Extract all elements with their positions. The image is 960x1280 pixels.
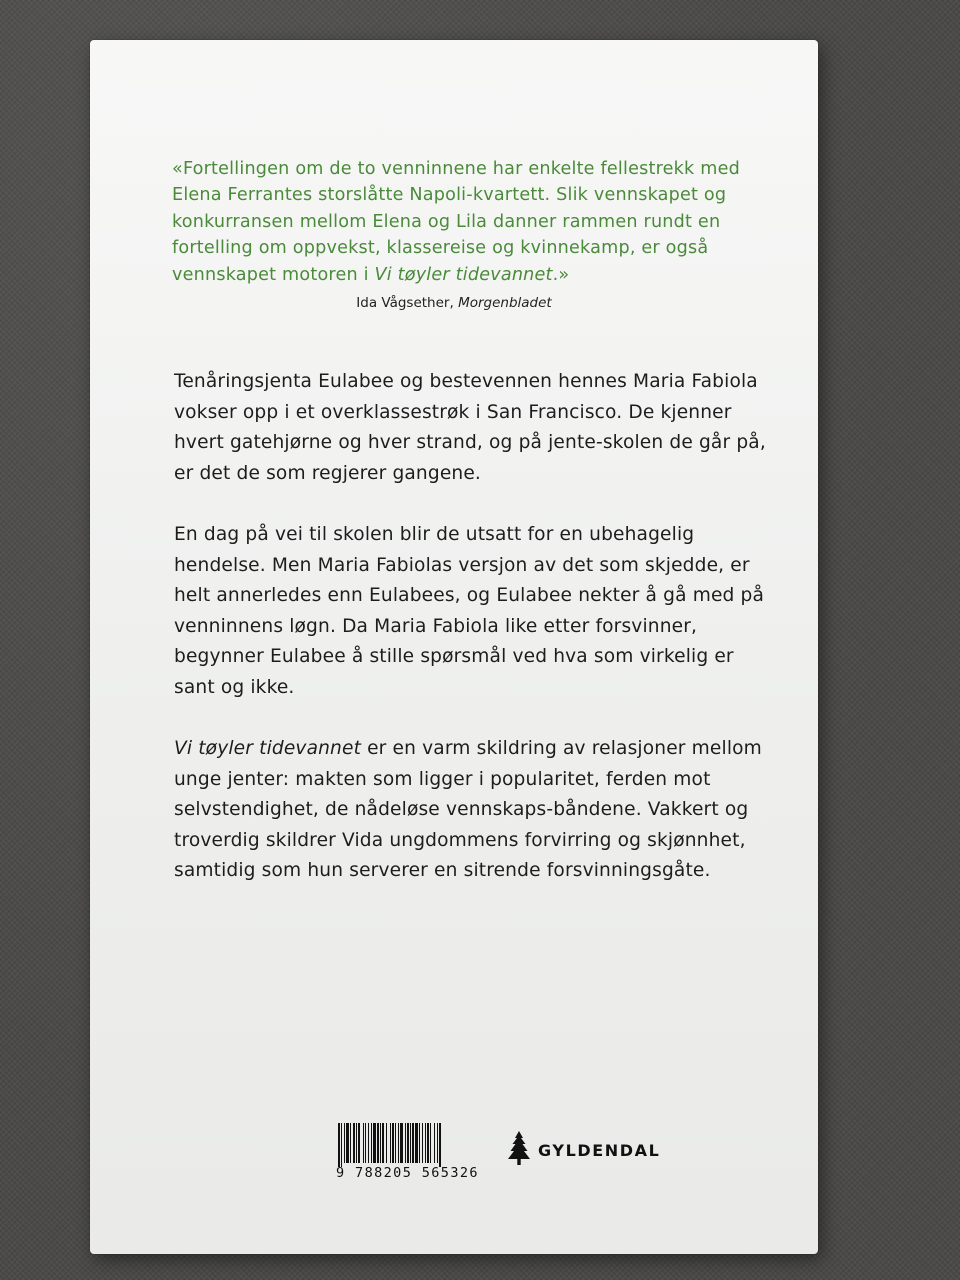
blurb (174, 367, 774, 918)
blurb-paragraph-1: Tenåringsjenta Eulabee og bestevennen hennes Maria Fabiola vokser opp i et overklassestrøk i San Francisco. De kjenner hvert gatehjørne og hver strand, og på jente-skolen de går på, er det de som regjerer gangene. (174, 371, 766, 484)
review-attribution (90, 294, 818, 312)
blurb-book-title: Vi tøyler tidevannet (174, 738, 362, 759)
review-quote-book-title: Vi tøyler tidevannet (374, 264, 553, 285)
review-critic-name: Ida Vågsether, (356, 295, 459, 311)
review-quote-end: .» (552, 264, 570, 285)
review-publication: Morgenbladet (458, 295, 552, 311)
review-quote (172, 156, 762, 288)
publisher-name: GYLDENDAL (538, 1140, 661, 1160)
review-quote-main: «Fortellingen om de to venninnene har enkelte fellestrekk med Elena Ferrantes storslåtte Napoli-kvartett. Slik vennskapet og konkurransen mellom Elena og Lila danner rammen rundt en fortelling om oppvekst, klassereise og kvinnekamp, er også vennskapet motoren i (172, 159, 740, 285)
barcode-bars (336, 1123, 486, 1167)
blurb-paragraph-3-text: er en varm skildring av relasjoner mellom unge jenter: makten som ligger i popularitet, ferden mot selvstendighet, de nådeløse vennskaps-båndene. Vakkert og troverdig skildrer Vida ungdommens forvirring og skjønnhet, samtidig som hun serverer en sitrende forsvinningsgåte. (174, 738, 762, 881)
publisher-logo (508, 1131, 660, 1169)
fir-tree-icon (508, 1131, 530, 1169)
isbn-barcode (336, 1123, 486, 1193)
isbn-number: 9 788205 565326 (336, 1165, 479, 1181)
book-back-cover (90, 40, 818, 1254)
blurb-paragraph-2: En dag på vei til skolen blir de utsatt for en ubehagelig hendelse. Men Maria Fabiolas versjon av det som skjedde, er helt annerledes enn Eulabees, og Eulabee nekter å gå med på venninnens løgn. Da Maria Fabiola like etter forsvinner, begynner Eulabee å stille spørsmål ved hva som virkelig er sant og ikke. (174, 524, 765, 698)
review-quote-text (172, 156, 762, 288)
blurb-paragraph-3 (174, 734, 774, 887)
